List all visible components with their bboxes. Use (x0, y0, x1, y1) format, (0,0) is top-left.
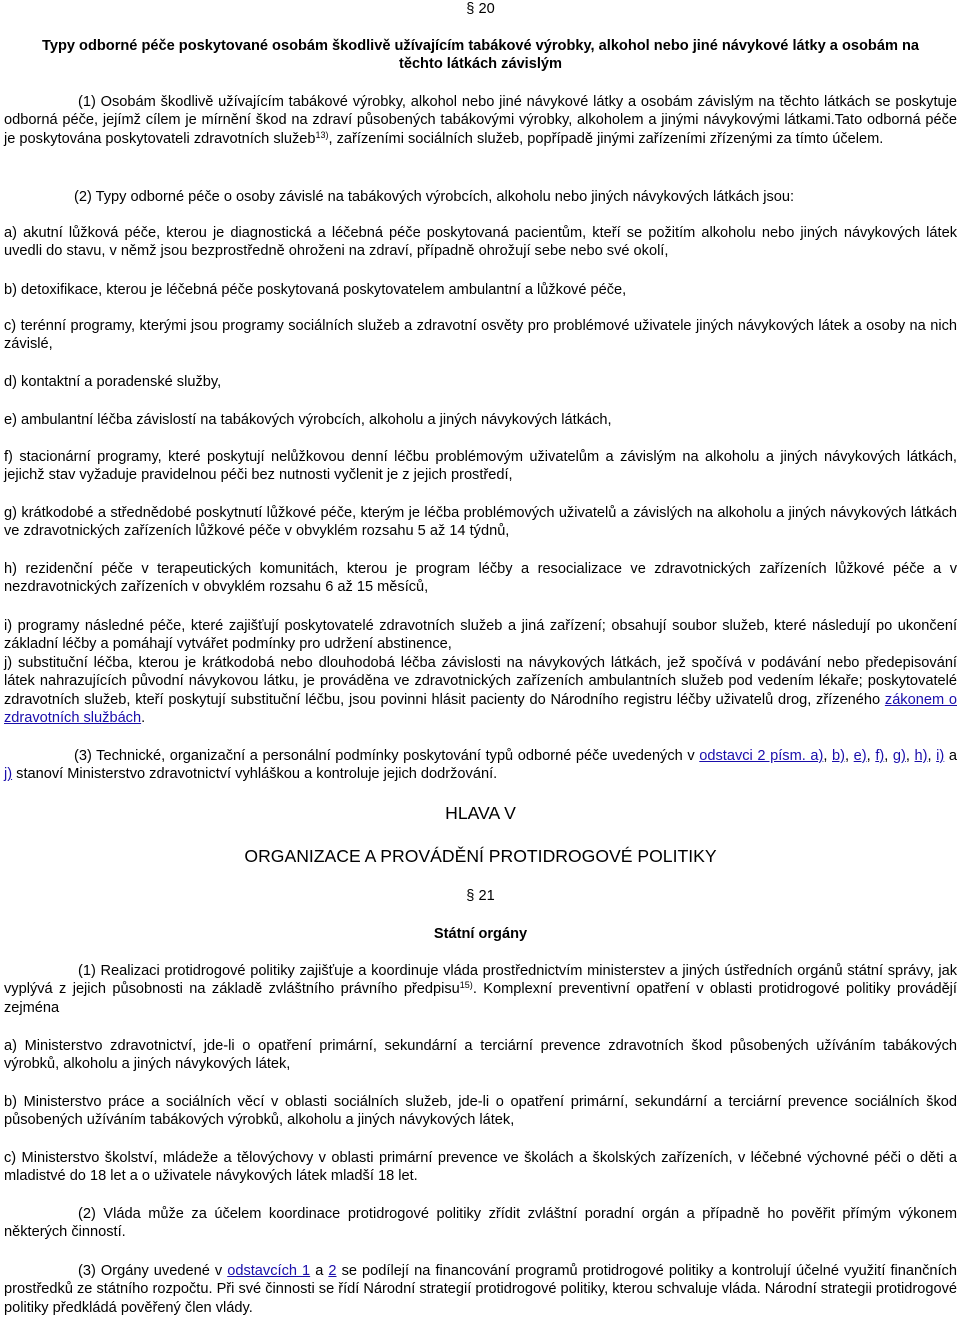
sec20-item-b: b) detoxifikace, kterou je léčebná péče poskytovaná poskytovatelem ambulantní a lůžkové péče, (4, 282, 627, 298)
link-pism-j[interactable]: j) (4, 766, 13, 783)
sec21-paragraph-2: (2) Vláda může za účelem koordinace protidrogové politiky zřídit zvláštní poradní orgán a případně ho pověřit přímým výkonem některých činností. (4, 1206, 957, 1241)
separator: a (310, 1263, 329, 1279)
section-21-title: Státní orgány (433, 926, 528, 942)
footnote-ref-15[interactable]: 15) (459, 980, 473, 991)
sec21-paragraph-3 (4, 1262, 957, 1317)
sec20-item-c: c) terénní programy, kterými jsou programy sociálních služeb a zdravotní osvěty pro problémové uživatele jiných návykových látek a osoby na nich závislé, (4, 318, 957, 353)
sec20-item-j-text: j) substituční léčba, kterou je krátkodobá nebo dlouhodobá léčba závislosti na návykových látkách, jež spočívá v podávání nebo předepisování látek nahrazujících původní návykovou látku, je prováděna ve zdravotnických zařízeních ambulantních služeb pod vedením lékaře; poskytovatelé zdravotních služeb, kteří poskytují substituční léčbu, jsou povinni hlásit pacienty do Národního registru léčby uživatelů drog, zřízeného (4, 655, 957, 708)
sec20-item-f: f) stacionární programy, které poskytují nelůžkovou denní léčbu problémovým uživatelům a závislým na alkoholu a jiných návykových látkách, jejichž stav vyžaduje pravidelnou péči bez nutnosti vyčlenit je z jejich prostředí, (4, 449, 957, 484)
separator: , (823, 748, 833, 764)
sec20-item-g: g) krátkodobé a střednědobé poskytnutí lůžkové péče, kterým je léčba problémových uživatelů a závislých na alkoholu a jiných návykových látkách ve zdravotnických zařízeních lůžkové péče v obvyklém rozsahu 5 až 14 týdnů, (4, 505, 957, 540)
link-pism-i[interactable]: i) (936, 748, 945, 764)
separator: , (927, 748, 937, 764)
separator: a (944, 748, 957, 764)
sec20-item-a: a) akutní lůžková péče, kterou je diagnostická a léčebná péče poskytovaná pacientům, kteří se požitím alkoholu nebo jiných návykových látek uvedli do stavu, v němž jsou bezprostředně ohroženi na zdraví, případně ohrožují sebe nebo své okolí, (4, 225, 957, 260)
sec20-paragraph-1 (4, 93, 957, 148)
link-odstavec-2[interactable]: 2 (328, 1263, 337, 1279)
separator: , (866, 748, 876, 764)
link-pism-f[interactable]: f) (875, 748, 885, 764)
sec20-p3-text: (3) Technické, organizační a personální podmínky poskytování typů odborné péče uvedených v (74, 748, 700, 764)
link-pism-e[interactable]: e) (853, 748, 867, 764)
section-21-number: § 21 (466, 888, 495, 904)
link-zakon-o-zdravotnich-sluzbach[interactable]: zákonem o zdravotních službách (4, 691, 957, 727)
link-pism-b[interactable]: b) (832, 748, 846, 764)
sec21-p1-text-end: . Komplexní preventivní opatření v oblasti protidrogové politiky provádějí zejména (4, 981, 957, 1016)
sec20-p1-text-end: , zařízeními sociálních služeb, popřípadě jinými zařízeními zřízenými za tímto účelem. (328, 130, 884, 147)
chapter-title: ORGANIZACE A PROVÁDĚNÍ PROTIDROGOVÉ POLITIKY (244, 846, 717, 866)
sec20-item-i: i) programy následné péče, které zajišťují poskytovatelé zdravotních služeb a jiná zařízení; obsahují soubor služeb, které následují po ukončení základní léčby a pomáhají vytvářet podmínky pro udržení abstinence, (4, 618, 957, 653)
link-pism-g[interactable]: g) (892, 748, 906, 764)
sec20-item-j-end: . (141, 710, 146, 727)
sec20-item-j (4, 654, 957, 728)
separator: , (905, 748, 915, 764)
sec20-p1-text: (1) Osobám škodlivě užívajícím tabákové výrobky, alkohol nebo jiné návykové látky a osobám závislým na těchto látkách se poskytuje odborná péče, jejímž cílem je mírnění škod na zdraví působených tabákovými výrobky, alkoholem a jinými návykovými látkami.Tato odborná péče je poskytována poskytovateli zdravotních služeb (4, 94, 957, 147)
footnote-ref-13[interactable]: 13) (315, 129, 329, 140)
separator: , (884, 748, 893, 764)
sec21-item-a: a) Ministerstvo zdravotnictví, jde-li o opatření primární, sekundární a terciární prevence zdravotních škod působených užíváním tabákových výrobků, alkoholu a jiných návykových látek, (4, 1038, 957, 1073)
sec21-p1-text: (1) Realizaci protidrogové politiky zajišťuje a koordinuje vláda prostřednictvím ministerstev a jiných ústředních orgánů státní správy, jak vyplývá z jejich působnosti na základě zvláštního právního předpisu (4, 963, 957, 998)
sec21-paragraph-1 (4, 962, 957, 1017)
sec20-p3-end: stanoví Ministerstvo zdravotnictví vyhláškou a kontroluje jejich dodržování. (12, 766, 498, 783)
section-20-title: Typy odborné péče poskytované osobám škodlivě užívajícím tabákové výrobky, alkohol nebo jiné návykové látky a osobám na těchto látkách závislým (42, 38, 919, 73)
separator: , (845, 748, 854, 764)
sec20-item-d: d) kontaktní a poradenské služby, (4, 374, 222, 390)
sec20-item-e: e) ambulantní léčba závislostí na tabákových výrobcích, alkoholu a jiných návykových látkách, (4, 412, 612, 428)
sec21-p3-text-end: se podílejí na financování programů protidrogové politiky a kontrolují účelné využití finančních prostředků ze státního rozpočtu. Při své činnosti se řídí Národní strategií protidrogové politiky, kterou schvaluje vláda. Národní strategii protidrogové politiky předkládá pověřený člen vlády. (4, 1263, 957, 1316)
sec20-paragraph-3 (4, 747, 957, 784)
link-pism-h[interactable]: h) (914, 748, 928, 764)
link-odstavcich-1[interactable]: odstavcích 1 (227, 1263, 311, 1279)
sec21-p3-text: (3) Orgány uvedené v (78, 1263, 228, 1279)
sec21-item-b: b) Ministerstvo práce a sociálních věcí v oblasti sociálních služeb, jde-li o opatření primární, sekundární a terciární prevence sociálních škod působených užíváním tabákových výrobků, alkoholu a jiných návykových látek, (4, 1094, 957, 1129)
link-odstavec-2-pism-a[interactable]: odstavci 2 písm. a) (699, 748, 824, 764)
section-20-number: § 20 (466, 1, 495, 17)
sec20-paragraph-2: (2) Typy odborné péče o osoby závislé na tabákových výrobcích, alkoholu nebo jiných návykových látkách jsou: (74, 189, 795, 205)
sec21-item-c: c) Ministerstvo školství, mládeže a tělovýchovy v oblasti primární prevence ve školách a školských zařízeních, v léčebné výchovné péči o děti a mladistvé do 18 let a o uživatele návykových látek mladší 18 let. (4, 1150, 957, 1185)
sec20-item-h: h) rezidenční péče v terapeutických komunitách, kterou je program léčby a resocializace ve zdravotnických zařízeních lůžkové péče a v nezdravotnických zařízeních v obvyklém rozsahu 6 až 15 měsíců, (4, 561, 957, 596)
chapter-label: HLAVA V (445, 803, 516, 823)
